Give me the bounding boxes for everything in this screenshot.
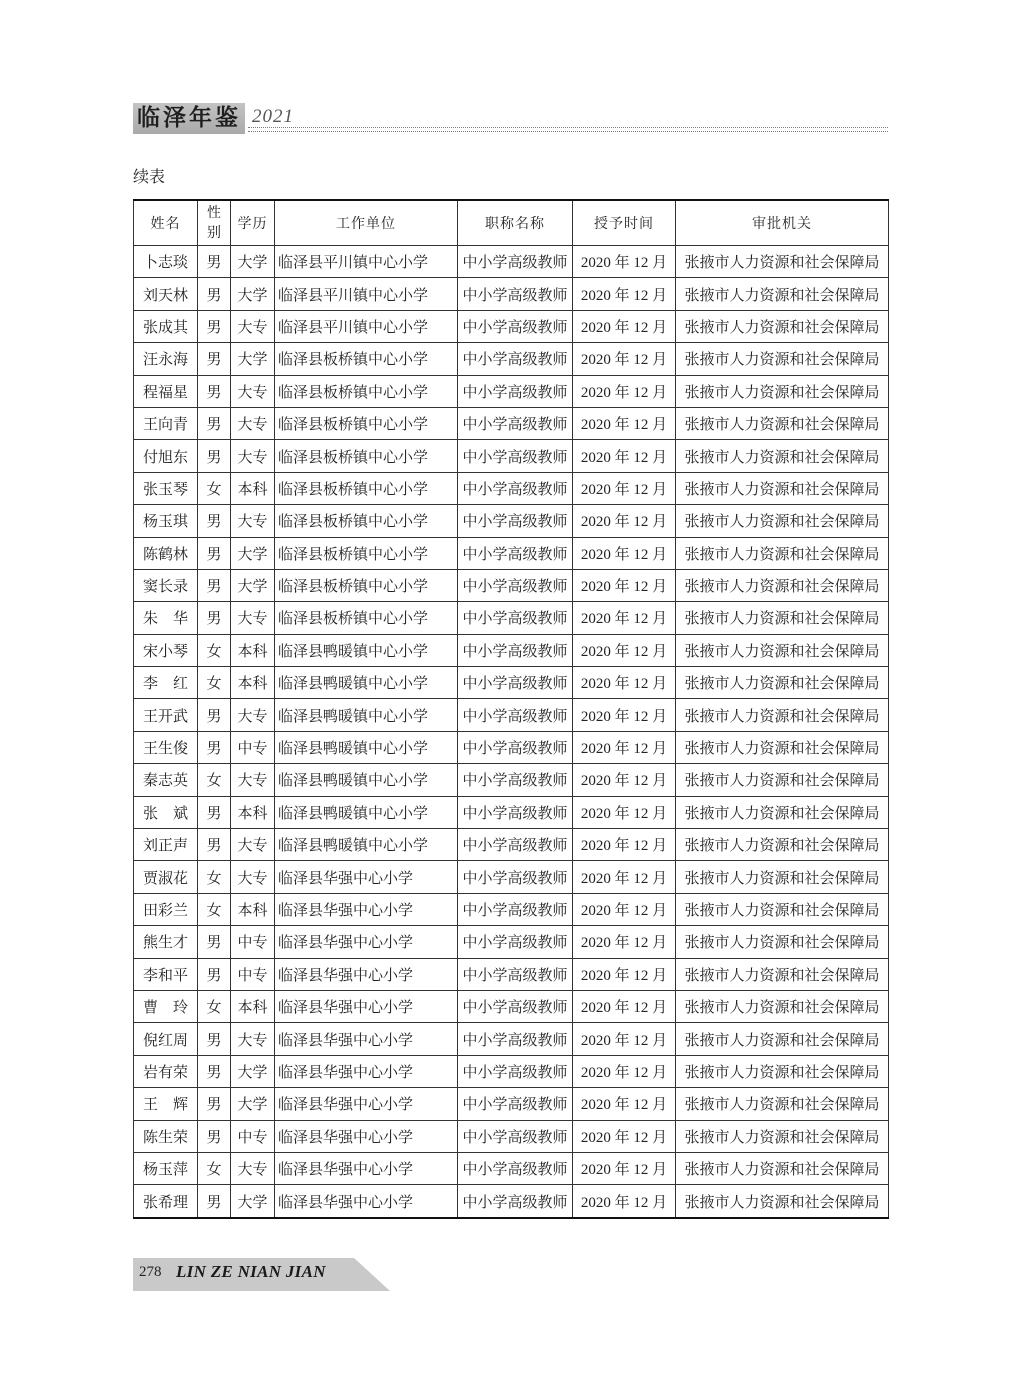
cell-approval-authority: 张掖市人力资源和社会保障局 <box>676 667 889 699</box>
table-row <box>134 699 889 731</box>
cell-name: 秦志英 <box>134 764 198 796</box>
cell-education: 大专 <box>231 764 275 796</box>
table-row <box>134 1185 889 1218</box>
cell-title: 中小学高级教师 <box>458 926 573 958</box>
table-row <box>134 764 889 796</box>
cell-grant-date: 2020 年 12 月 <box>573 246 676 278</box>
table-row <box>134 505 889 537</box>
column-header-title: 职称名称 <box>458 200 573 246</box>
cell-gender: 男 <box>198 505 231 537</box>
cell-approval-authority: 张掖市人力资源和社会保障局 <box>676 1185 889 1218</box>
table-row <box>134 246 889 278</box>
cell-work-unit: 临泽县鸭暖镇中心小学 <box>275 829 458 861</box>
cell-work-unit: 临泽县板桥镇中心小学 <box>275 537 458 569</box>
cell-title: 中小学高级教师 <box>458 764 573 796</box>
cell-gender: 男 <box>198 343 231 375</box>
column-header-work-unit: 工作单位 <box>275 200 458 246</box>
cell-title: 中小学高级教师 <box>458 990 573 1022</box>
cell-work-unit: 临泽县平川镇中心小学 <box>275 310 458 342</box>
cell-gender: 男 <box>198 1120 231 1152</box>
cell-education: 中专 <box>231 1120 275 1152</box>
cell-gender: 女 <box>198 990 231 1022</box>
table-row <box>134 602 889 634</box>
cell-approval-authority: 张掖市人力资源和社会保障局 <box>676 1023 889 1055</box>
cell-title: 中小学高级教师 <box>458 343 573 375</box>
cell-grant-date: 2020 年 12 月 <box>573 1023 676 1055</box>
cell-gender: 女 <box>198 861 231 893</box>
cell-title: 中小学高级教师 <box>458 472 573 504</box>
cell-approval-authority: 张掖市人力资源和社会保障局 <box>676 1120 889 1152</box>
cell-work-unit: 临泽县华强中心小学 <box>275 893 458 925</box>
cell-work-unit: 临泽县平川镇中心小学 <box>275 246 458 278</box>
cell-title: 中小学高级教师 <box>458 1152 573 1184</box>
cell-title: 中小学高级教师 <box>458 1023 573 1055</box>
cell-education: 大学 <box>231 278 275 310</box>
cell-education: 大专 <box>231 1152 275 1184</box>
cell-title: 中小学高级教师 <box>458 1088 573 1120</box>
cell-work-unit: 临泽县鸭暖镇中心小学 <box>275 634 458 666</box>
cell-gender: 男 <box>198 537 231 569</box>
cell-approval-authority: 张掖市人力资源和社会保障局 <box>676 926 889 958</box>
cell-name: 窦长录 <box>134 569 198 601</box>
cell-education: 大学 <box>231 569 275 601</box>
cell-gender: 女 <box>198 667 231 699</box>
cell-approval-authority: 张掖市人力资源和社会保障局 <box>676 764 889 796</box>
cell-grant-date: 2020 年 12 月 <box>573 731 676 763</box>
cell-approval-authority: 张掖市人力资源和社会保障局 <box>676 796 889 828</box>
table-row <box>134 1023 889 1055</box>
cell-title: 中小学高级教师 <box>458 634 573 666</box>
cell-name: 李和平 <box>134 958 198 990</box>
cell-education: 中专 <box>231 926 275 958</box>
cell-title: 中小学高级教师 <box>458 861 573 893</box>
cell-gender: 女 <box>198 634 231 666</box>
cell-education: 大学 <box>231 1088 275 1120</box>
cell-name: 张希理 <box>134 1185 198 1218</box>
cell-work-unit: 临泽县鸭暖镇中心小学 <box>275 796 458 828</box>
table-row <box>134 990 889 1022</box>
cell-work-unit: 临泽县华强中心小学 <box>275 1088 458 1120</box>
cell-title: 中小学高级教师 <box>458 1055 573 1087</box>
cell-gender: 男 <box>198 1088 231 1120</box>
cell-name: 杨玉萍 <box>134 1152 198 1184</box>
cell-grant-date: 2020 年 12 月 <box>573 634 676 666</box>
cell-gender: 男 <box>198 407 231 439</box>
cell-grant-date: 2020 年 12 月 <box>573 861 676 893</box>
cell-title: 中小学高级教师 <box>458 958 573 990</box>
cell-education: 本科 <box>231 796 275 828</box>
table-row <box>134 958 889 990</box>
table-row <box>134 796 889 828</box>
cell-grant-date: 2020 年 12 月 <box>573 926 676 958</box>
cell-grant-date: 2020 年 12 月 <box>573 278 676 310</box>
cell-gender: 男 <box>198 440 231 472</box>
cell-title: 中小学高级教师 <box>458 440 573 472</box>
cell-education: 大学 <box>231 537 275 569</box>
cell-grant-date: 2020 年 12 月 <box>573 764 676 796</box>
cell-grant-date: 2020 年 12 月 <box>573 699 676 731</box>
table-row <box>134 310 889 342</box>
cell-approval-authority: 张掖市人力资源和社会保障局 <box>676 829 889 861</box>
table-row <box>134 440 889 472</box>
cell-work-unit: 临泽县平川镇中心小学 <box>275 278 458 310</box>
cell-gender: 男 <box>198 569 231 601</box>
cell-work-unit: 临泽县板桥镇中心小学 <box>275 407 458 439</box>
table-row <box>134 569 889 601</box>
column-header-name: 姓名 <box>134 200 198 246</box>
cell-title: 中小学高级教师 <box>458 278 573 310</box>
cell-education: 本科 <box>231 667 275 699</box>
cell-approval-authority: 张掖市人力资源和社会保障局 <box>676 1055 889 1087</box>
cell-gender: 男 <box>198 1055 231 1087</box>
cell-approval-authority: 张掖市人力资源和社会保障局 <box>676 699 889 731</box>
footer-running-title: LIN ZE NIAN JIAN <box>176 1262 326 1281</box>
cell-grant-date: 2020 年 12 月 <box>573 537 676 569</box>
cell-gender: 男 <box>198 1023 231 1055</box>
table-row <box>134 667 889 699</box>
cell-approval-authority: 张掖市人力资源和社会保障局 <box>676 1152 889 1184</box>
cell-approval-authority: 张掖市人力资源和社会保障局 <box>676 278 889 310</box>
cell-work-unit: 临泽县华强中心小学 <box>275 926 458 958</box>
cell-work-unit: 临泽县板桥镇中心小学 <box>275 440 458 472</box>
table-row <box>134 537 889 569</box>
table-caption: 续表 <box>133 167 166 186</box>
cell-name: 刘正声 <box>134 829 198 861</box>
cell-work-unit: 临泽县华强中心小学 <box>275 1055 458 1087</box>
cell-name: 田彩兰 <box>134 893 198 925</box>
cell-grant-date: 2020 年 12 月 <box>573 310 676 342</box>
cell-gender: 女 <box>198 472 231 504</box>
cell-grant-date: 2020 年 12 月 <box>573 667 676 699</box>
cell-gender: 男 <box>198 796 231 828</box>
cell-work-unit: 临泽县板桥镇中心小学 <box>275 343 458 375</box>
cell-name: 付旭东 <box>134 440 198 472</box>
cell-approval-authority: 张掖市人力资源和社会保障局 <box>676 375 889 407</box>
cell-education: 大专 <box>231 375 275 407</box>
cell-grant-date: 2020 年 12 月 <box>573 1088 676 1120</box>
cell-education: 大学 <box>231 1185 275 1218</box>
cell-education: 大专 <box>231 440 275 472</box>
cell-approval-authority: 张掖市人力资源和社会保障局 <box>676 505 889 537</box>
cell-approval-authority: 张掖市人力资源和社会保障局 <box>676 731 889 763</box>
cell-gender: 女 <box>198 1152 231 1184</box>
cell-work-unit: 临泽县板桥镇中心小学 <box>275 472 458 504</box>
cell-name: 陈生荣 <box>134 1120 198 1152</box>
cell-education: 大学 <box>231 246 275 278</box>
cell-title: 中小学高级教师 <box>458 537 573 569</box>
cell-education: 本科 <box>231 634 275 666</box>
cell-name: 朱 华 <box>134 602 198 634</box>
column-header-education: 学历 <box>231 200 275 246</box>
cell-education: 大专 <box>231 310 275 342</box>
cell-grant-date: 2020 年 12 月 <box>573 343 676 375</box>
cell-education: 本科 <box>231 472 275 504</box>
cell-education: 大专 <box>231 1023 275 1055</box>
cell-gender: 男 <box>198 278 231 310</box>
column-header-gender <box>198 200 231 246</box>
cell-approval-authority: 张掖市人力资源和社会保障局 <box>676 246 889 278</box>
cell-title: 中小学高级教师 <box>458 893 573 925</box>
cell-education: 中专 <box>231 731 275 763</box>
table-row <box>134 343 889 375</box>
cell-name: 张成其 <box>134 310 198 342</box>
cell-education: 大专 <box>231 699 275 731</box>
cell-education: 本科 <box>231 893 275 925</box>
cell-grant-date: 2020 年 12 月 <box>573 440 676 472</box>
cell-education: 大专 <box>231 829 275 861</box>
cell-grant-date: 2020 年 12 月 <box>573 990 676 1022</box>
cell-name: 卜志琰 <box>134 246 198 278</box>
cell-grant-date: 2020 年 12 月 <box>573 407 676 439</box>
cell-name: 宋小琴 <box>134 634 198 666</box>
cell-title: 中小学高级教师 <box>458 796 573 828</box>
cell-name: 熊生才 <box>134 926 198 958</box>
cell-grant-date: 2020 年 12 月 <box>573 796 676 828</box>
table-row <box>134 731 889 763</box>
cell-education: 中专 <box>231 958 275 990</box>
column-header-approval-authority: 审批机关 <box>676 200 889 246</box>
cell-education: 大学 <box>231 343 275 375</box>
cell-title: 中小学高级教师 <box>458 1185 573 1218</box>
cell-approval-authority: 张掖市人力资源和社会保障局 <box>676 440 889 472</box>
cell-title: 中小学高级教师 <box>458 569 573 601</box>
cell-name: 杨玉琪 <box>134 505 198 537</box>
cell-work-unit: 临泽县华强中心小学 <box>275 861 458 893</box>
column-header-gender-label: 性别 <box>207 204 221 241</box>
cell-work-unit: 临泽县华强中心小学 <box>275 990 458 1022</box>
cell-work-unit: 临泽县鸭暖镇中心小学 <box>275 667 458 699</box>
cell-work-unit: 临泽县鸭暖镇中心小学 <box>275 699 458 731</box>
table-row <box>134 1120 889 1152</box>
cell-education: 大专 <box>231 505 275 537</box>
cell-approval-authority: 张掖市人力资源和社会保障局 <box>676 634 889 666</box>
cell-title: 中小学高级教师 <box>458 505 573 537</box>
table-row <box>134 472 889 504</box>
cell-gender: 男 <box>198 1185 231 1218</box>
cell-education: 大专 <box>231 407 275 439</box>
cell-grant-date: 2020 年 12 月 <box>573 375 676 407</box>
cell-grant-date: 2020 年 12 月 <box>573 1152 676 1184</box>
yearbook-year: 2021 <box>252 106 294 127</box>
cell-education: 本科 <box>231 990 275 1022</box>
cell-gender: 男 <box>198 699 231 731</box>
cell-work-unit: 临泽县鸭暖镇中心小学 <box>275 731 458 763</box>
cell-name: 陈鹤林 <box>134 537 198 569</box>
cell-gender: 男 <box>198 926 231 958</box>
cell-approval-authority: 张掖市人力资源和社会保障局 <box>676 537 889 569</box>
cell-grant-date: 2020 年 12 月 <box>573 1185 676 1218</box>
cell-name: 贾淑花 <box>134 861 198 893</box>
cell-work-unit: 临泽县板桥镇中心小学 <box>275 569 458 601</box>
cell-grant-date: 2020 年 12 月 <box>573 569 676 601</box>
cell-work-unit: 临泽县华强中心小学 <box>275 1152 458 1184</box>
column-header-grant-date: 授予时间 <box>573 200 676 246</box>
table-row <box>134 1152 889 1184</box>
cell-name: 岩有荣 <box>134 1055 198 1087</box>
cell-approval-authority: 张掖市人力资源和社会保障局 <box>676 343 889 375</box>
cell-title: 中小学高级教师 <box>458 667 573 699</box>
cell-work-unit: 临泽县华强中心小学 <box>275 1120 458 1152</box>
cell-grant-date: 2020 年 12 月 <box>573 1120 676 1152</box>
cell-grant-date: 2020 年 12 月 <box>573 893 676 925</box>
cell-name: 程福星 <box>134 375 198 407</box>
cell-name: 曹 玲 <box>134 990 198 1022</box>
cell-name: 刘天林 <box>134 278 198 310</box>
cell-gender: 男 <box>198 731 231 763</box>
cell-name: 倪红周 <box>134 1023 198 1055</box>
cell-title: 中小学高级教师 <box>458 829 573 861</box>
cell-approval-authority: 张掖市人力资源和社会保障局 <box>676 893 889 925</box>
cell-name: 王生俊 <box>134 731 198 763</box>
table-row <box>134 926 889 958</box>
cell-approval-authority: 张掖市人力资源和社会保障局 <box>676 569 889 601</box>
cell-work-unit: 临泽县鸭暖镇中心小学 <box>275 764 458 796</box>
table-row <box>134 407 889 439</box>
title-approval-table <box>133 199 889 1219</box>
cell-work-unit: 临泽县华强中心小学 <box>275 1023 458 1055</box>
table-row <box>134 634 889 666</box>
cell-title: 中小学高级教师 <box>458 310 573 342</box>
cell-grant-date: 2020 年 12 月 <box>573 1055 676 1087</box>
cell-approval-authority: 张掖市人力资源和社会保障局 <box>676 407 889 439</box>
cell-work-unit: 临泽县板桥镇中心小学 <box>275 602 458 634</box>
cell-gender: 女 <box>198 893 231 925</box>
yearbook-logo-text: 临泽年鉴 <box>137 105 241 131</box>
table-row <box>134 1055 889 1087</box>
cell-work-unit: 临泽县板桥镇中心小学 <box>275 375 458 407</box>
cell-gender: 男 <box>198 246 231 278</box>
cell-approval-authority: 张掖市人力资源和社会保障局 <box>676 602 889 634</box>
cell-approval-authority: 张掖市人力资源和社会保障局 <box>676 310 889 342</box>
cell-title: 中小学高级教师 <box>458 731 573 763</box>
cell-title: 中小学高级教师 <box>458 375 573 407</box>
cell-grant-date: 2020 年 12 月 <box>573 958 676 990</box>
cell-approval-authority: 张掖市人力资源和社会保障局 <box>676 1088 889 1120</box>
page-number: 278 <box>139 1264 162 1280</box>
cell-title: 中小学高级教师 <box>458 1120 573 1152</box>
cell-name: 张玉琴 <box>134 472 198 504</box>
table-row <box>134 1088 889 1120</box>
cell-approval-authority: 张掖市人力资源和社会保障局 <box>676 861 889 893</box>
cell-title: 中小学高级教师 <box>458 246 573 278</box>
cell-approval-authority: 张掖市人力资源和社会保障局 <box>676 990 889 1022</box>
cell-name: 王开武 <box>134 699 198 731</box>
cell-work-unit: 临泽县华强中心小学 <box>275 1185 458 1218</box>
table-header-row <box>134 200 889 246</box>
cell-name: 汪永海 <box>134 343 198 375</box>
cell-name: 王 辉 <box>134 1088 198 1120</box>
cell-work-unit: 临泽县华强中心小学 <box>275 958 458 990</box>
cell-grant-date: 2020 年 12 月 <box>573 472 676 504</box>
cell-education: 大学 <box>231 1055 275 1087</box>
cell-education: 大专 <box>231 602 275 634</box>
table-row <box>134 861 889 893</box>
cell-education: 大专 <box>231 861 275 893</box>
cell-gender: 女 <box>198 764 231 796</box>
cell-name: 张 斌 <box>134 796 198 828</box>
cell-gender: 男 <box>198 958 231 990</box>
table-row <box>134 893 889 925</box>
cell-grant-date: 2020 年 12 月 <box>573 505 676 537</box>
table-row <box>134 375 889 407</box>
cell-approval-authority: 张掖市人力资源和社会保障局 <box>676 472 889 504</box>
cell-name: 李 红 <box>134 667 198 699</box>
cell-gender: 男 <box>198 829 231 861</box>
table-row <box>134 278 889 310</box>
cell-gender: 男 <box>198 602 231 634</box>
cell-approval-authority: 张掖市人力资源和社会保障局 <box>676 958 889 990</box>
cell-grant-date: 2020 年 12 月 <box>573 602 676 634</box>
cell-name: 王向青 <box>134 407 198 439</box>
cell-work-unit: 临泽县板桥镇中心小学 <box>275 505 458 537</box>
header-dotted-rule <box>248 127 888 132</box>
cell-title: 中小学高级教师 <box>458 602 573 634</box>
table-row <box>134 829 889 861</box>
cell-title: 中小学高级教师 <box>458 699 573 731</box>
cell-title: 中小学高级教师 <box>458 407 573 439</box>
cell-gender: 男 <box>198 310 231 342</box>
cell-grant-date: 2020 年 12 月 <box>573 829 676 861</box>
yearbook-logo <box>133 103 245 134</box>
cell-gender: 男 <box>198 375 231 407</box>
